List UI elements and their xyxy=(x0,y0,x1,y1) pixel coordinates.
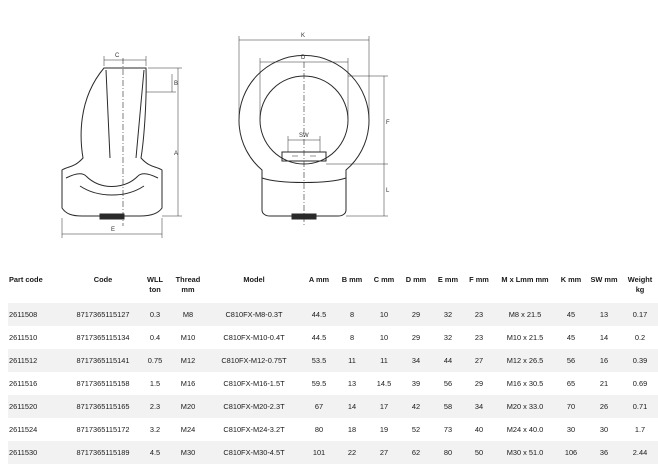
table-cell: 2611512 xyxy=(8,349,66,372)
table-cell: C810FX-M20-2.3T xyxy=(206,395,302,418)
table-cell: M8 xyxy=(170,303,206,326)
column-header: Part code xyxy=(9,275,43,284)
spec-table-body xyxy=(8,303,658,464)
table-cell: 58 xyxy=(432,395,464,418)
table-cell: 8717365115127 xyxy=(66,303,140,326)
table-cell: 17 xyxy=(368,395,400,418)
label-e: E xyxy=(111,227,116,233)
column-header: K mm xyxy=(560,275,582,284)
table-cell: C810FX-M24-3.2T xyxy=(223,425,285,434)
table-cell: 44 xyxy=(432,349,464,372)
table-cell: 0.2 xyxy=(634,333,646,342)
table-cell: 0.75 xyxy=(140,349,170,372)
table-cell: 45 xyxy=(556,303,586,326)
spec-table xyxy=(8,272,658,464)
table-cell: 11 xyxy=(336,349,368,372)
label-d: D xyxy=(301,55,306,61)
table-cell: 14 xyxy=(599,333,609,342)
table-cell: 30 xyxy=(599,425,609,434)
table-cell: 13 xyxy=(347,379,357,388)
table-cell: 36 xyxy=(586,441,622,464)
table-cell: 70 xyxy=(556,395,586,418)
column-header: Code xyxy=(93,275,113,284)
table-cell: 32 xyxy=(443,333,453,342)
column-header: C mm xyxy=(373,275,395,284)
table-cell: 32 xyxy=(432,303,464,326)
table-row xyxy=(8,441,658,464)
table-cell: 56 xyxy=(443,379,453,388)
spec-table-header xyxy=(8,272,658,303)
table-cell: M16 x 30.5 xyxy=(506,379,544,388)
table-cell: 10 xyxy=(379,333,389,342)
table-cell: 34 xyxy=(400,349,432,372)
header-row xyxy=(8,272,658,303)
table-row xyxy=(8,372,658,395)
table-cell: 30 xyxy=(566,425,576,434)
thread-stud xyxy=(100,214,124,219)
table-cell: 73 xyxy=(443,425,453,434)
table-cell: 2611524 xyxy=(9,425,38,434)
table-cell: 8717365115165 xyxy=(66,395,140,418)
table-cell: M10 xyxy=(180,333,196,342)
table-cell: 0.69 xyxy=(632,379,648,388)
table-cell: 8 xyxy=(336,303,368,326)
table-cell: 0.4 xyxy=(149,333,161,342)
table-cell: 44.5 xyxy=(302,303,336,326)
table-cell: 14 xyxy=(336,395,368,418)
table-cell: 23 xyxy=(464,303,494,326)
table-cell: 56 xyxy=(556,349,586,372)
table-cell: M20 xyxy=(170,395,206,418)
table-cell: M12 xyxy=(170,349,206,372)
table-cell: 53.5 xyxy=(302,349,336,372)
table-cell: 67 xyxy=(302,395,336,418)
column-header: SW mm xyxy=(590,275,618,284)
table-cell: C810FX-M8-0.3T xyxy=(206,303,302,326)
table-cell: 45 xyxy=(566,333,576,342)
table-cell: 34 xyxy=(464,395,494,418)
table-cell: 8717365115189 xyxy=(66,441,140,464)
table-cell: 2611520 xyxy=(8,395,66,418)
table-cell: 29 xyxy=(400,303,432,326)
table-cell: M24 xyxy=(180,425,196,434)
side-view-line-left xyxy=(106,70,110,158)
column-header: Thread mm xyxy=(175,275,201,294)
table-cell: 23 xyxy=(474,333,484,342)
column-header: Model xyxy=(243,275,265,284)
table-cell: M30 x 51.0 xyxy=(494,441,556,464)
table-cell: C810FX-M30-4.5T xyxy=(206,441,302,464)
table-cell: 50 xyxy=(464,441,494,464)
table-cell: 2.3 xyxy=(140,395,170,418)
label-sw: SW xyxy=(299,133,309,139)
table-cell: 4.5 xyxy=(140,441,170,464)
table-cell: 0.71 xyxy=(622,395,658,418)
table-cell: 80 xyxy=(432,441,464,464)
side-view xyxy=(62,56,182,238)
table-cell: C810FX-M10-0.4T xyxy=(223,333,285,342)
label-b: B xyxy=(174,81,179,87)
table-cell: 62 xyxy=(400,441,432,464)
label-l: L xyxy=(386,188,390,194)
table-cell: 8717365115172 xyxy=(76,425,130,434)
column-header: A mm xyxy=(308,275,330,284)
table-cell: 16 xyxy=(586,349,622,372)
side-view-inner-curve-2 xyxy=(80,186,144,195)
column-header: B mm xyxy=(341,275,363,284)
table-cell: 18 xyxy=(347,425,357,434)
table-cell: 11 xyxy=(368,349,400,372)
table-cell: 40 xyxy=(474,425,484,434)
label-a: A xyxy=(174,151,179,157)
table-cell: 2611508 xyxy=(8,303,66,326)
table-cell: 65 xyxy=(566,379,576,388)
table-row xyxy=(8,349,658,372)
table-cell: 44.5 xyxy=(311,333,327,342)
table-cell: 8717365115158 xyxy=(76,379,130,388)
table-cell: M20 x 33.0 xyxy=(494,395,556,418)
column-header: Weight kg xyxy=(627,275,653,294)
table-row xyxy=(8,326,658,349)
table-cell: 3.2 xyxy=(149,425,161,434)
table-cell: 2611530 xyxy=(8,441,66,464)
table-cell: M12 x 26.5 xyxy=(494,349,556,372)
table-cell: 8 xyxy=(349,333,355,342)
table-cell: 29 xyxy=(411,333,421,342)
table-cell: 59.5 xyxy=(311,379,327,388)
label-f: F xyxy=(386,120,390,126)
table-row xyxy=(8,418,658,441)
side-view-inner-curve xyxy=(86,176,138,187)
side-view-body xyxy=(62,68,162,216)
side-view-inner-line-2 xyxy=(138,174,158,178)
column-header: D mm xyxy=(405,275,427,284)
column-header: WLL ton xyxy=(146,275,163,294)
table-cell: 52 xyxy=(411,425,421,434)
table-cell: 22 xyxy=(336,441,368,464)
table-cell: 8717365115141 xyxy=(66,349,140,372)
table-cell: 10 xyxy=(368,303,400,326)
table-cell: 26 xyxy=(586,395,622,418)
table-cell: 0.39 xyxy=(622,349,658,372)
table-cell: M30 xyxy=(170,441,206,464)
table-cell: C810FX-M16-1.5T xyxy=(223,379,285,388)
table-cell: 42 xyxy=(400,395,432,418)
table-row xyxy=(8,303,658,326)
table-cell: 14.5 xyxy=(376,379,392,388)
table-cell: M24 x 40.0 xyxy=(506,425,544,434)
label-k: K xyxy=(301,33,306,39)
column-header: F mm xyxy=(469,275,489,284)
column-header: E mm xyxy=(437,275,459,284)
table-cell: M16 xyxy=(180,379,196,388)
table-row xyxy=(8,395,658,418)
label-c: C xyxy=(115,53,120,59)
column-header: M x Lmm mm xyxy=(501,275,549,284)
table-cell: 2.44 xyxy=(622,441,658,464)
table-cell: 106 xyxy=(556,441,586,464)
table-cell: 13 xyxy=(586,303,622,326)
table-cell: 8717365115134 xyxy=(76,333,130,342)
table-cell: 39 xyxy=(411,379,421,388)
table-cell: 80 xyxy=(314,425,324,434)
table-cell: 27 xyxy=(368,441,400,464)
table-cell: 1.5 xyxy=(149,379,161,388)
table-cell: 29 xyxy=(474,379,484,388)
front-view xyxy=(239,36,388,226)
table-cell: M8 x 21.5 xyxy=(494,303,556,326)
table-cell: C810FX-M12-0.75T xyxy=(206,349,302,372)
side-view-inner-line xyxy=(66,174,86,178)
table-cell: 0.3 xyxy=(140,303,170,326)
table-cell: 19 xyxy=(379,425,389,434)
table-cell: 27 xyxy=(464,349,494,372)
table-cell: M10 x 21.5 xyxy=(506,333,544,342)
table-cell: 1.7 xyxy=(634,425,646,434)
table-cell: 101 xyxy=(302,441,336,464)
table-cell: 2611516 xyxy=(9,379,38,388)
table-cell: 21 xyxy=(599,379,609,388)
table-cell: 2611510 xyxy=(9,333,38,342)
table-cell: 0.17 xyxy=(622,303,658,326)
